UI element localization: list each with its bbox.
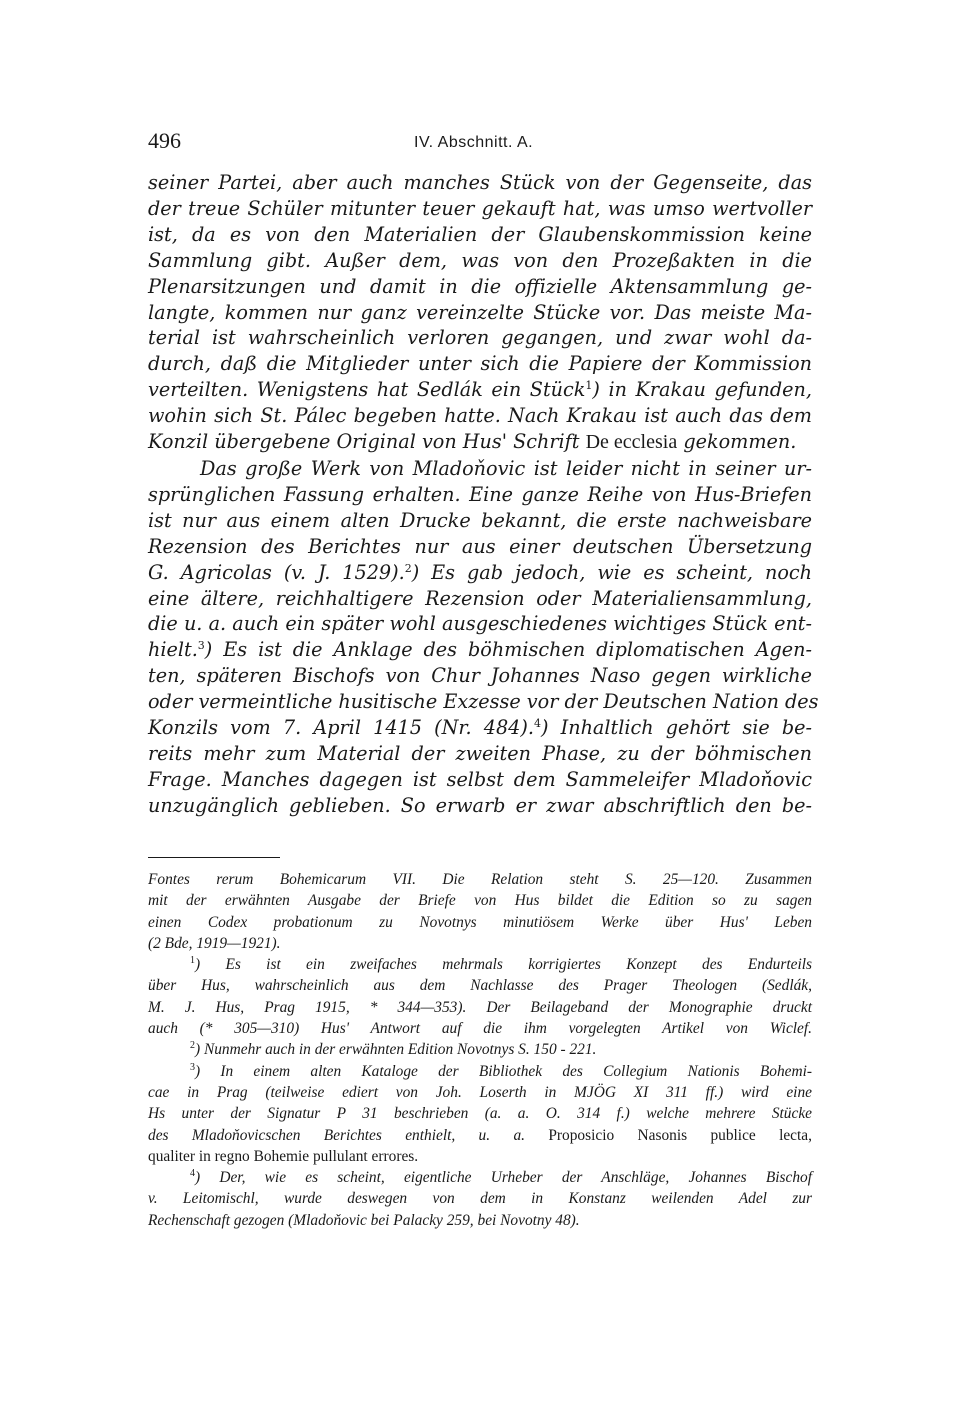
footnote-line: M. J. Hus, Prag 1915, * 344—353). Der Beilageband der Monographie druckt [148,998,812,1016]
body-line [148,637,812,663]
body-line: ist nur aus einem alten Drucke bekannt, die erste nachweisbare [148,508,812,532]
note-ref: 4 [533,717,541,731]
body-line: durch, daß die Mitglieder unter sich die Papiere der Kommission [148,352,812,376]
main-text [148,170,819,819]
footnote-line [148,1039,812,1060]
footnote-line: einen Codex probationum zu Novotnys minutiösem Werke über Hus' Leben [148,913,812,931]
body-text: ) Es ist die Anklage des böhmischen diplomatischen Agen- [204,638,812,662]
body-text: G. Agricolas (v. J. 1529). [148,560,405,584]
body-text: ) Es gab jedoch, wie es scheint, noch [411,560,812,584]
body-text: ) Inhaltlich gehört sie be- [540,716,812,740]
body-line: die u. a. auch ein später wohl ausgeschiedenes wichtiges Stück ent- [148,612,812,636]
body-line: Frage. Manches dagegen ist selbst dem Sammeleifer Mladoňovic [148,767,812,791]
body-line [148,377,812,403]
body-line: sprünglichen Fassung erhalten. Eine ganze Reihe von Hus-Briefen [148,482,812,506]
footnote-text: ) In einem alten Kataloge der Bibliothek des Collegium Nationis Bohemi- [195,1062,812,1080]
body-line [148,429,812,456]
footnote-line: cae in Prag (teilweise ediert von Joh. Loserth in MJÖG XI 311 ff.) wird eine [148,1083,812,1101]
body-line: Plenarsitzungen und damit in die offizielle Aktensammlung ge- [148,274,812,298]
latin-quote: qualiter in regno Bohemie pullulant errores. [148,1147,419,1165]
footnote-line [148,1167,812,1188]
body-text: Konzils vom 7. April 1415 (Nr. 484). [148,716,534,740]
footnote-divider [148,857,280,858]
footnote-line [148,1061,812,1082]
body-text: gekommen. [683,430,797,454]
footnote-line: Rechenschaft gezogen (Mladoňovic bei Palacky 259, bei Novotny 48). [148,1211,580,1229]
body-line [148,560,812,586]
body-text: Konzil übergebene Original von Hus' Schrift [148,430,580,454]
footnote-line [148,954,812,975]
body-line: Rezension des Berichtes nur aus einer deutschen Übersetzung [148,534,812,558]
body-line [148,715,812,741]
note-ref: 3 [197,639,205,653]
footnote-text: ) Nunmehr auch in der erwähnten Edition Novotnys S. 150 - 221. [195,1041,597,1059]
footnote-line: über Hus, wahrscheinlich aus dem Nachlasse des Prager Theologen (Sedlák, [148,977,812,995]
body-text: ) in Krakau gefunden, [592,378,812,402]
body-line: Sammlung gibt. Außer dem, was von den Prozeßakten in die [148,248,812,272]
footnote-text: ) Der, wie es scheint, eigentliche Urheber der Anschläge, Johannes Bischof [195,1169,812,1187]
footnote-number: 1 [190,955,195,967]
latin-quote: Proposicio Nasonis publice lecta, [548,1126,812,1144]
footnote-number: 3 [190,1061,195,1073]
footnote-number: 2 [190,1040,195,1052]
work-title: De ecclesia [585,431,678,454]
footnote-line: auch (* 305—310) Hus' Antwort auf die ihm vorgelegten Artikel von Wiclef. [148,1020,812,1038]
body-line: der treue Schüler mitunter teuer gekauft hat, was umso wertvoller [148,196,812,220]
body-text: hielt. [148,638,198,662]
body-line: terial ist wahrscheinlich verloren gegangen, und zwar wohl da- [148,326,812,350]
note-ref: 2 [404,561,412,575]
body-line: reits mehr zum Material der zweiten Phase, zu der böhmischen [148,741,812,765]
footnote-text: des Mladoňovicschen Berichtes enthielt, u. a. [148,1126,525,1144]
body-line: ist, da es von den Materialien der Glaubenskommission keine [148,222,812,246]
body-line: langte, kommen nur ganz vereinzelte Stücke vor. Das meiste Ma- [148,300,812,324]
body-text: verteilten. Wenigstens hat Sedlák ein Stück [148,378,586,402]
footnotes [148,869,812,1231]
footnote-text: ) Es ist ein zweifaches mehrmals korrigiertes Konzept des Endurteils [195,956,812,974]
page-number: 496 [148,128,181,153]
running-title: IV. Abschnitt. A. [414,134,534,151]
body-line: ten, späteren Bischofs von Chur Johannes Naso gegen wirkliche [148,664,812,688]
footnote-line [148,1125,812,1146]
note-ref: 1 [585,379,593,393]
footnote-number: 4 [190,1168,195,1180]
footnote-line: (2 Bde, 1919—1921). [148,934,281,952]
body-line: seiner Partei, aber auch manches Stück von der Gegenseite, das [148,171,812,194]
footnote-line: v. Leitomischl, wurde deswegen von dem in Konstanz weilenden Adel zur [148,1190,812,1208]
footnote-line: Hs unter der Signatur P 31 beschrieben (a. a. O. 314 f.) welche mehrere Stücke [148,1105,812,1123]
body-line: oder vermeintliche husitische Exzesse vor der Deutschen Nation des [148,690,819,714]
body-line: Das große Werk von Mladoňovic ist leider nicht in seiner ur- [200,456,812,480]
body-line: eine ältere, reichhaltigere Rezension oder Materialiensammlung, [148,586,812,610]
footnote-line: mit der erwähnten Ausgabe der Briefe von Hus bildet die Edition so zu sagen [148,892,812,910]
footnote-line: Fontes rerum Bohemicarum VII. Die Relation steht S. 25—120. Zusammen [148,871,812,888]
body-line: wohin sich St. Pálec begeben hatte. Nach Krakau ist auch das dem [148,404,812,428]
body-line: unzugänglich geblieben. So erwarb er zwar abschriftlich den be- [148,793,812,817]
